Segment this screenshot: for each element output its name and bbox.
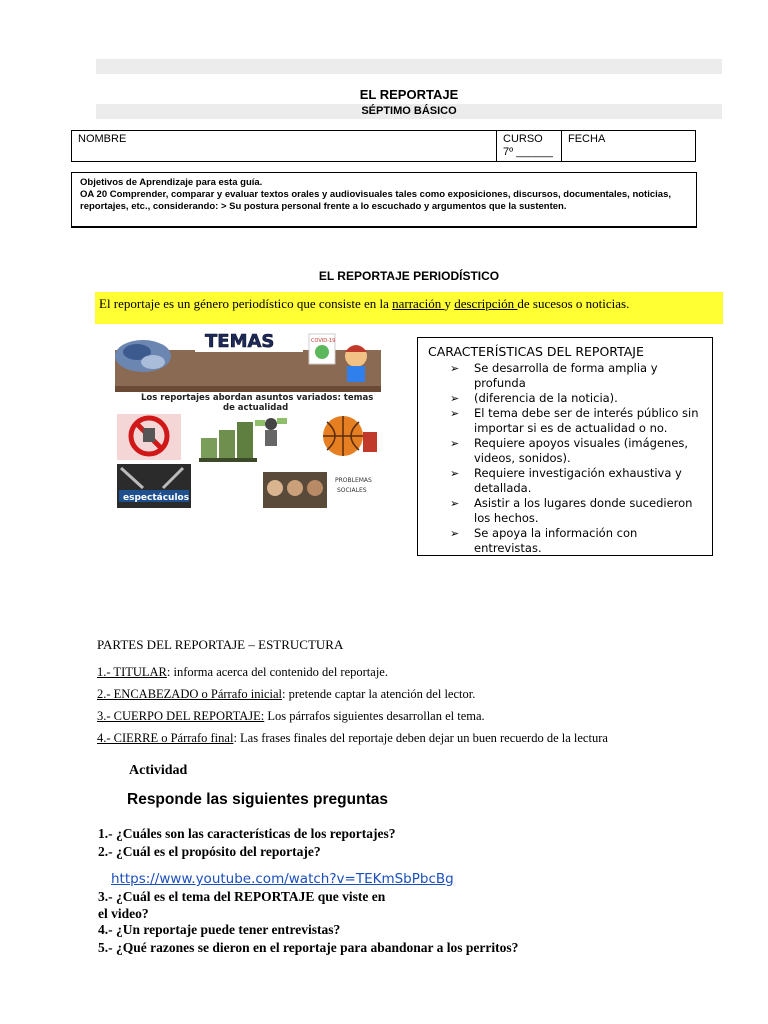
nombre-cell[interactable] <box>72 131 497 162</box>
list-item: ➢ Asistir a los lugares donde sucedieron los hechos. <box>450 496 693 525</box>
list-item: ➢ El tema debe ser de interés público sin importar si es de actualidad o no. <box>450 406 699 435</box>
sports-ball-icon <box>323 416 377 456</box>
svg-text:COVID-19: COVID-19 <box>311 338 336 344</box>
money-stacks-icon <box>199 422 257 462</box>
svg-text:espectáculos: espectáculos <box>123 493 190 503</box>
person-money-icon <box>255 418 287 446</box>
curso-cell[interactable] <box>497 131 562 162</box>
objectives-text: OA 20 Comprender, comparar y evaluar textos orales y audiovisuales tales como exposiciones, discursos, documentales, noticias, reportajes, etc., considerando: > Su postura personal frente a lo escuchado y argumentos que la sustenten. <box>80 189 671 212</box>
document-subtitle: SÉPTIMO BÁSICO <box>96 104 722 119</box>
social-problems-photo-icon <box>263 472 327 508</box>
question-3: 3.- ¿Cuál es el tema del REPORTAJE que viste en el video? <box>98 889 386 921</box>
espectaculos-image-icon <box>117 464 191 508</box>
covid-badge-icon <box>309 334 335 364</box>
question-5: 5.- ¿Qué razones se dieron en el reportaje para abandonar a los perritos? <box>98 940 519 955</box>
student-info-table <box>71 130 696 162</box>
activity-instruction: Responde las siguientes preguntas <box>127 791 388 808</box>
curso-value: 7º ______ <box>503 146 553 158</box>
arrow-bullet-icon: ➢ <box>450 392 460 405</box>
no-violence-sign-icon <box>117 414 181 460</box>
parts-heading: PARTES DEL REPORTAJE – ESTRUCTURA <box>97 637 344 652</box>
youtube-link[interactable]: https://www.youtube.com/watch?v=TEKmSbPbcBg <box>111 871 454 887</box>
activity-label: Actividad <box>129 763 188 778</box>
part-encabezado: 2.- ENCABEZADO o Párrafo inicial: pretende captar la atención del lector. <box>97 687 476 701</box>
arrow-bullet-icon: ➢ <box>450 437 460 450</box>
list-item: ➢ Requiere apoyos visuales (imágenes, videos, sonidos). <box>450 436 689 465</box>
section-title: EL REPORTAJE PERIODÍSTICO <box>318 269 500 283</box>
characteristics-box <box>417 337 713 556</box>
characteristics-heading: CARACTERÍSTICAS DEL REPORTAJE <box>428 344 644 359</box>
part-titular: 1.- TITULAR: informa acerca del contenido del reportaje. <box>97 665 388 679</box>
question-2: 2.- ¿Cuál es el propósito del reportaje? <box>98 844 321 859</box>
header-bar-top <box>96 59 722 74</box>
document-title: EL REPORTAJE <box>359 87 459 102</box>
arrow-bullet-icon: ➢ <box>450 527 460 540</box>
list-item: ➢ Se desarrolla de forma amplia y profunda <box>450 361 658 390</box>
fecha-cell[interactable] <box>562 131 696 162</box>
handshake-icon <box>115 340 171 372</box>
question-4: 4.- ¿Un reportaje puede tener entrevistas? <box>98 922 341 937</box>
child-illustration-icon <box>345 345 367 382</box>
question-1: 1.- ¿Cuáles son las características de los reportajes? <box>98 826 396 841</box>
arrow-bullet-icon: ➢ <box>450 407 460 420</box>
descripcion-term: descripción <box>454 296 518 311</box>
arrow-bullet-icon: ➢ <box>450 362 460 375</box>
arrow-bullet-icon: ➢ <box>450 497 460 510</box>
narracion-term: narración <box>392 296 445 311</box>
arrow-bullet-icon: ➢ <box>450 467 460 480</box>
list-item: ➢ (diferencia de la noticia). <box>450 391 618 405</box>
objectives-heading: Objetivos de Aprendizaje para esta guía. <box>80 177 263 188</box>
list-item: ➢ Requiere investigación exhaustiva y detallada. <box>450 466 682 495</box>
curso-label: CURSO <box>503 133 543 145</box>
themes-caption: Los reportajes abordan asuntos variados: temas de actualidad <box>141 393 374 413</box>
part-cuerpo: 3.- CUERPO DEL REPORTAJE: Los párrafos siguientes desarrollan el tema. <box>97 709 485 723</box>
fecha-label: FECHA <box>568 133 606 145</box>
themes-collage-image <box>113 328 393 513</box>
list-item: ➢ Se apoya la información con entrevistas. <box>450 526 638 555</box>
definition-highlight: El reportaje es un género periodístico que consiste en la narración y descripción de sucesos o noticias. <box>95 292 723 324</box>
parts-section <box>97 637 747 753</box>
problemas-sociales-label: PROBLEMAS SOCIALES <box>335 477 372 494</box>
objectives-box <box>71 172 697 228</box>
nombre-label: NOMBRE <box>78 133 127 145</box>
part-cierre: 4.- CIERRE o Párrafo final: Las frases finales del reportaje deben dejar un buen recuerdo de la lectura <box>97 731 608 745</box>
temas-heading: TEMAS <box>205 331 275 352</box>
characteristics-list <box>428 361 702 556</box>
